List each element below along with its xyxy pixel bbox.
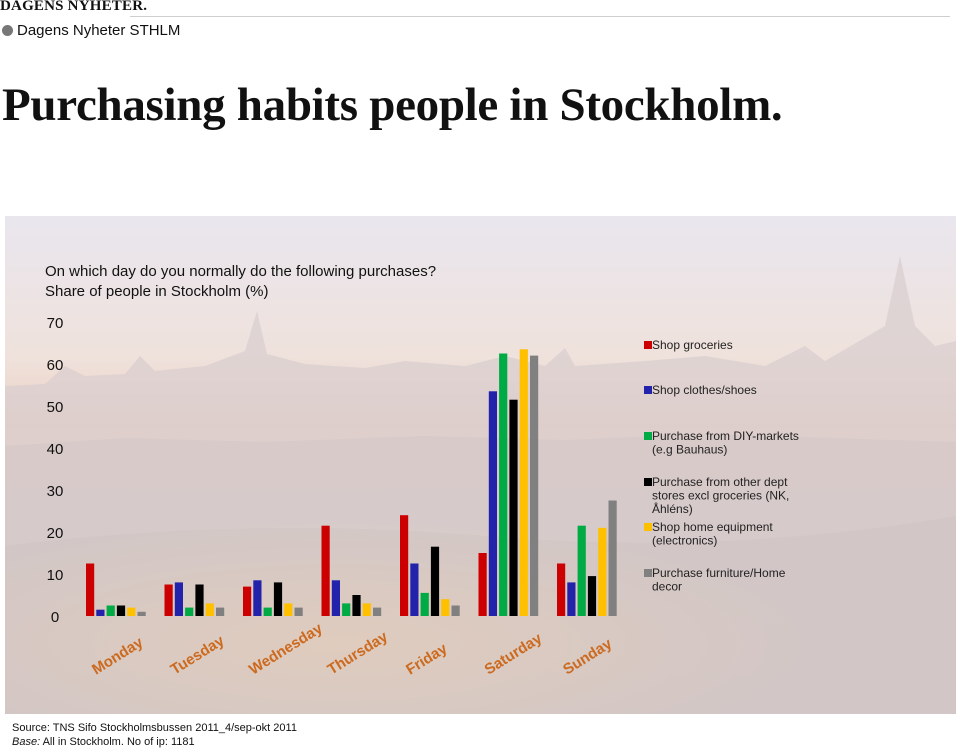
y-tick-label: 10 bbox=[46, 567, 64, 584]
y-tick-label: 0 bbox=[50, 609, 60, 626]
y-axis-ticks bbox=[47, 315, 64, 626]
x-tick-label: Thursday bbox=[324, 628, 391, 679]
y-tick-label: 20 bbox=[46, 525, 64, 542]
y-tick-label: 30 bbox=[46, 483, 64, 500]
bar bbox=[138, 612, 146, 616]
bar bbox=[509, 400, 517, 616]
y-tick-label: 40 bbox=[46, 441, 64, 458]
bar bbox=[452, 606, 460, 617]
chart-subtitle: Share of people in Stockholm (%) bbox=[45, 283, 269, 300]
bar bbox=[86, 564, 94, 617]
bar bbox=[264, 608, 272, 616]
bar bbox=[479, 553, 487, 616]
bar bbox=[530, 356, 538, 616]
x-tick-label: Monday bbox=[89, 633, 147, 679]
bar bbox=[557, 564, 565, 617]
x-tick-label: Friday bbox=[403, 640, 451, 679]
bar bbox=[489, 391, 497, 616]
bar bbox=[499, 354, 507, 617]
bar bbox=[567, 582, 575, 616]
bar bbox=[216, 608, 224, 616]
legend-label: Purchase from DIY-markets (e.g Bauhaus) bbox=[652, 429, 799, 457]
y-tick-label: 50 bbox=[46, 399, 64, 416]
bar bbox=[117, 606, 125, 617]
page-title: Purchasing habits people in Stockholm. bbox=[2, 79, 783, 131]
source-text: Source: TNS Sifo Stockholmsbussen 2011_4/sep-okt 2011 bbox=[12, 722, 297, 734]
bar bbox=[284, 603, 292, 616]
legend-swatch bbox=[644, 523, 652, 531]
legend-label: Shop clothes/shoes bbox=[652, 383, 757, 397]
department-text: Dagens Nyheter STHLM bbox=[17, 22, 181, 39]
legend-label: Purchase from other dept stores excl groceries (NK, Åhléns) bbox=[652, 475, 790, 516]
x-tick-label: Saturday bbox=[481, 629, 546, 679]
bar bbox=[253, 580, 261, 616]
bar bbox=[206, 603, 214, 616]
bar bbox=[410, 564, 418, 617]
bar bbox=[185, 608, 193, 616]
bar-groups bbox=[86, 349, 617, 616]
bar bbox=[195, 585, 203, 617]
bar bbox=[609, 501, 617, 617]
base-line bbox=[12, 735, 297, 749]
bar bbox=[96, 610, 104, 616]
bar bbox=[578, 526, 586, 616]
base-label: Base: bbox=[12, 736, 41, 748]
bar bbox=[243, 587, 251, 616]
bar bbox=[441, 599, 449, 616]
x-tick-label: Sunday bbox=[560, 635, 616, 679]
y-tick-label: 70 bbox=[46, 315, 64, 332]
bar bbox=[400, 515, 408, 616]
bar bbox=[352, 595, 360, 616]
bar bbox=[588, 576, 596, 616]
bar bbox=[431, 547, 439, 616]
bar bbox=[520, 349, 528, 616]
x-axis-labels bbox=[89, 620, 616, 679]
bar bbox=[175, 582, 183, 616]
base-text: All in Stockholm. No of ip: 1181 bbox=[40, 736, 195, 748]
legend-swatch bbox=[644, 432, 652, 440]
x-tick-label: Wednesday bbox=[246, 619, 326, 679]
legend-swatch bbox=[644, 569, 652, 577]
legend-swatch bbox=[644, 341, 652, 349]
bar bbox=[363, 603, 371, 616]
bar bbox=[165, 585, 173, 617]
bar bbox=[127, 608, 135, 616]
bar bbox=[107, 606, 115, 617]
bar bbox=[421, 593, 429, 616]
bar bbox=[342, 603, 350, 616]
y-tick-label: 60 bbox=[46, 357, 64, 374]
legend-swatch bbox=[644, 386, 652, 394]
bar bbox=[373, 608, 381, 616]
bar bbox=[332, 580, 340, 616]
legend-swatch bbox=[644, 478, 652, 486]
x-tick-label: Tuesday bbox=[167, 632, 228, 679]
bar bbox=[274, 582, 282, 616]
legend-label: Shop home equipment (electronics) bbox=[652, 520, 773, 548]
legend bbox=[644, 338, 799, 594]
legend-label: Purchase furniture/Home decor bbox=[652, 566, 786, 594]
legend-label: Shop groceries bbox=[652, 338, 733, 352]
chart-title: On which day do you normally do the following purchases? bbox=[45, 263, 437, 280]
bar bbox=[598, 528, 606, 616]
bar bbox=[295, 608, 303, 616]
dn-logo: DAGENS NYHETER. bbox=[0, 0, 148, 14]
source-note bbox=[12, 721, 297, 749]
bar bbox=[322, 526, 330, 616]
